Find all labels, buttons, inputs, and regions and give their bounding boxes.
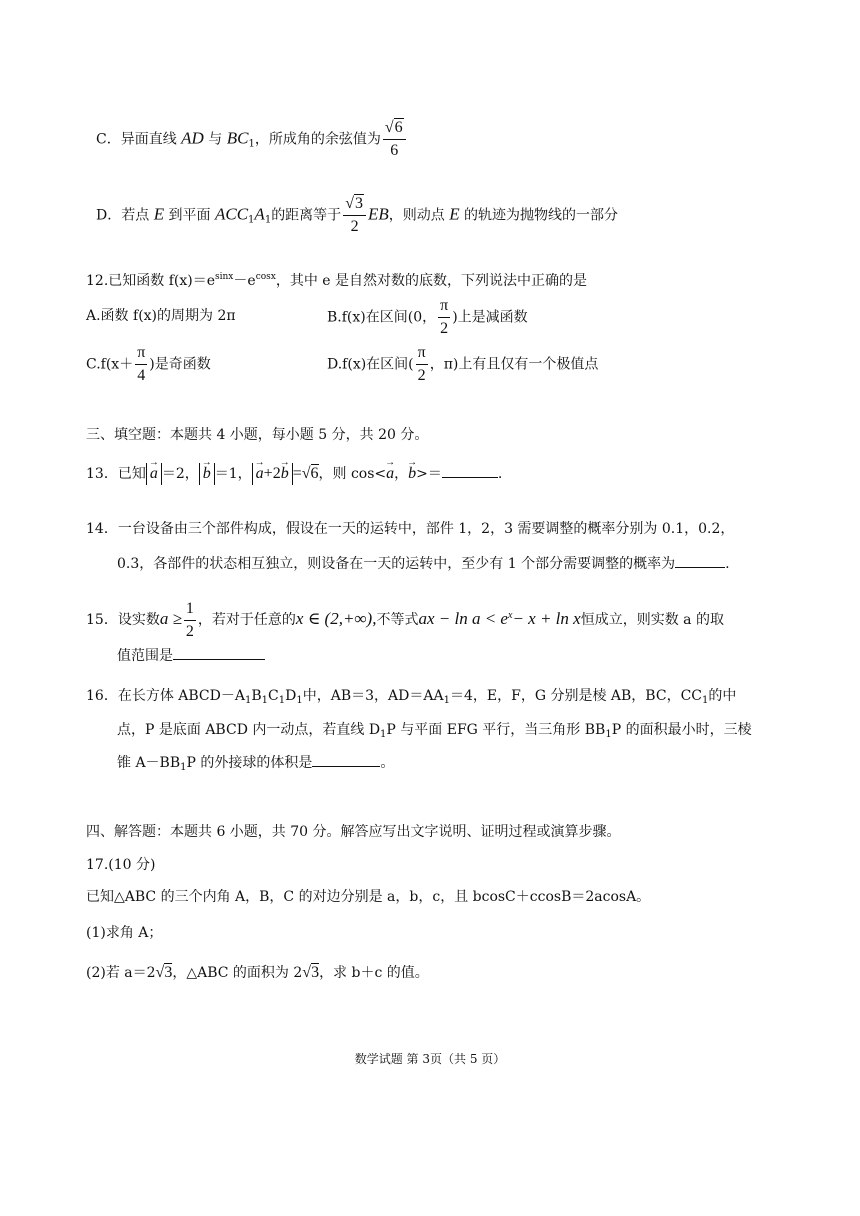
- question-17-stem: 已知△ABC 的三个内角 A，B，C 的对边分别是 a，b，c，且 bcosC＋ccosB＝2acosA。: [86, 889, 651, 905]
- option-11c: C．异面直线 AD 与 $BC_1$，所成角的余弦值为 $\frac{√6}{6}$: [96, 117, 408, 162]
- fraction-sqrt6-over-6: $\frac{√6}{6}$: [383, 117, 406, 162]
- option-12b: B.f(x)在区间(0， $\frac{\pi}{2}$ )上是减函数: [327, 297, 528, 337]
- question-15-line-1: 15．设实数a ≥ $\frac{1}{2}$ ，若对于任意的x ∈ (2,+∞),不等式ax − $\ln a < e^x- x + \ln x$恒成立，则实数 a 的取: [86, 599, 724, 640]
- question-17-heading: 17.(10 分): [86, 857, 156, 873]
- question-16-line-3: 锥 $A-BB_1P$ 的外接球的体积是 。: [117, 752, 394, 778]
- question-16-line-1: 16．在长方体 $ABCD-A_1B_1C_1D_1$中，AB＝3，$AD=AA_1=4$，E，F，G 分别是棱 AB，BC，$CC_1$的中: [86, 688, 737, 706]
- answer-blank-15[interactable]: [173, 645, 265, 660]
- question-15-line-2: 值范围是: [117, 645, 265, 666]
- page-footer: 数学试题 第 3页（共 5 页）: [354, 1052, 506, 1066]
- question-13: 13．已知→ a ＝2，→ b ＝1，→ a+2→ b =√6，则 cos<→ a，→ b>＝ .: [86, 462, 502, 486]
- section-4-heading: 四、解答题：本题共 6 小题，共 70 分。解答应写出文字说明、证明过程或演算步骤。: [86, 824, 621, 840]
- question-16-line-2: 点，P 是底面 ABCD 内一动点，若直线 $D_1P$ 与平面 EFG 平行，当三角形 $BB_1P$ 的面积最小时，三棱: [117, 722, 752, 740]
- question-14-line-2: 0.3，各部件的状态相互独立，则设备在一天的运转中，至少有 1 个部分需要调整的概率为 .: [117, 553, 730, 574]
- option-12a: A.函数 f(x)的周期为 2π: [86, 308, 236, 324]
- option-12d: D.f(x)在区间( $\frac{\pi}{2}$ ，π)上有且仅有一个极值点: [327, 344, 599, 384]
- question-17-part-2: (2)若 a＝2√3，△ABC 的面积为 2√3，求 b＋c 的值。: [86, 964, 429, 981]
- fraction-sqrt3-over-2: $\frac{√3}{2}$: [343, 193, 366, 238]
- option-12c: C.f(x＋ $\frac{\pi}{4}$ )是奇函数: [86, 344, 211, 384]
- question-14-line-1: 14．一台设备由三个部件构成，假设在一天的运转中，部件 1，2，3 需要调整的概率分别为 0.1，0.2，: [86, 521, 735, 537]
- answer-blank-14[interactable]: [675, 553, 725, 568]
- question-12-stem: 12.已知函数 $f(x)=e^{sinx}-e^{cosx}$，其中 e 是自然对数的底数，下列说法中正确的是: [86, 272, 588, 289]
- question-17-part-1: (1)求角 A；: [86, 925, 163, 941]
- section-3-heading: 三、填空题：本题共 4 小题，每小题 5 分，共 20 分。: [86, 427, 429, 443]
- answer-blank-16[interactable]: [312, 752, 380, 767]
- option-11d: D．若点 E 到平面 $ACC_1A_1$的距离等于 $\frac{√3}{2}$ EB，则动点 E 的轨迹为抛物线的一部分: [96, 193, 618, 238]
- answer-blank-13[interactable]: [442, 463, 498, 478]
